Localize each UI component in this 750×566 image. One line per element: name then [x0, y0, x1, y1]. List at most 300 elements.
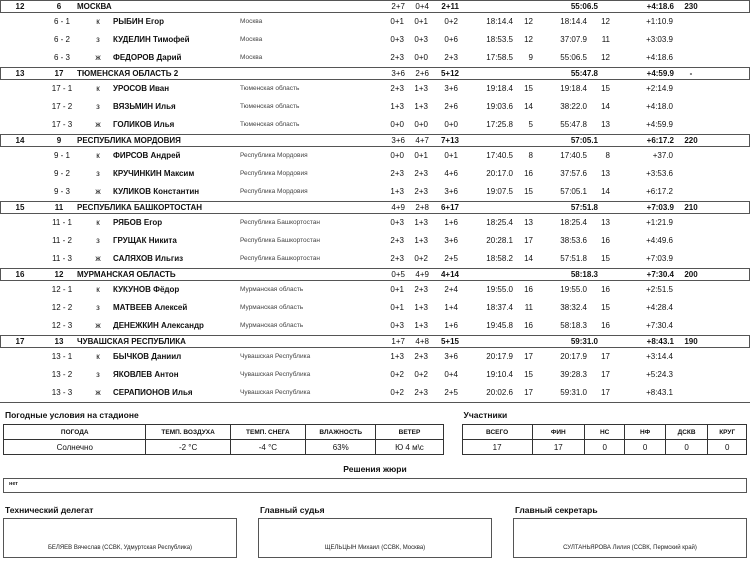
athlete-region: Мурманская область [240, 322, 304, 329]
athlete-shooting-total: 1+4 [444, 303, 458, 312]
team-shooting-prone: 1+7 [391, 337, 405, 346]
jury-decision-text: нет [9, 481, 19, 487]
athlete-region: Москва [240, 18, 263, 25]
athlete-shooting-prone: 0+1 [390, 303, 404, 312]
athlete-row [0, 317, 750, 335]
team-name: МОСКВА [77, 2, 112, 11]
team-name: ЧУВАШСКАЯ РЕСПУБЛИКА [77, 337, 186, 346]
athlete-shooting-total: 1+6 [444, 218, 458, 227]
weather-header-row [4, 425, 444, 440]
athlete-shooting-prone: 1+3 [390, 102, 404, 111]
athlete-shooting-standing: 1+3 [414, 236, 428, 245]
athlete-shooting-total: 3+6 [444, 352, 458, 361]
athlete-leg-time: 19:03.6 [486, 102, 513, 111]
athlete-bib-leg: 12 - 3 [51, 321, 73, 330]
athlete-cumulative-time: 38:53.6 [560, 236, 587, 245]
participants-col-finished: ФИН [532, 425, 584, 440]
athlete-shooting-standing: 0+0 [414, 53, 428, 62]
team-total-time: 55:47.8 [570, 69, 598, 78]
athlete-leg-rank: 5 [528, 120, 533, 129]
athlete-leg-rank: 8 [528, 151, 533, 160]
athlete-time-behind: +3:14.4 [646, 352, 673, 361]
team-shooting-prone: 3+6 [391, 136, 405, 145]
athlete-bib-leg: 17 - 2 [51, 102, 73, 111]
athlete-cumulative-time: 59:31.0 [560, 388, 587, 397]
athlete-region: Республика Мордовия [240, 152, 308, 159]
athlete-shooting-prone: 0+3 [390, 35, 404, 44]
athlete-leg-color: к [96, 84, 100, 93]
jury-title: Решения жюри [343, 464, 407, 474]
official-signature-box [258, 518, 492, 558]
athlete-leg-color: к [96, 151, 100, 160]
athlete-leg-time: 17:40.5 [486, 151, 513, 160]
athlete-name: БЫЧКОВ Даниил [113, 352, 182, 361]
team-time-behind: +7:30.4 [646, 270, 674, 279]
team-block [0, 335, 750, 402]
athlete-name: КУКУНОВ Фёдор [113, 285, 180, 294]
athlete-time-behind: +2:51.5 [646, 285, 673, 294]
participants-header-row [462, 425, 746, 440]
athlete-leg-time: 18:58.2 [486, 254, 513, 263]
athlete-cumulative-rank: 13 [601, 169, 610, 178]
athlete-leg-rank: 11 [524, 303, 533, 312]
athlete-bib-leg: 6 - 3 [53, 53, 70, 62]
athlete-leg-rank: 16 [524, 169, 533, 178]
athlete-leg-color: ж [95, 187, 101, 196]
athlete-shooting-prone: 0+0 [390, 120, 404, 129]
official-role-label: Главный судья [260, 505, 325, 515]
team-shooting-total: 7+13 [440, 136, 459, 145]
athlete-time-behind: +4:18.0 [646, 102, 673, 111]
athlete-time-behind: +3:03.9 [646, 35, 673, 44]
athlete-name: МАТВЕЕВ Алексей [113, 303, 188, 312]
athlete-name: РЫБИН Егор [113, 17, 165, 26]
athlete-cumulative-rank: 15 [601, 303, 610, 312]
weather-title: Погодные условия на стадионе [5, 410, 139, 420]
athlete-cumulative-rank: 12 [601, 53, 610, 62]
athlete-bib-leg: 9 - 2 [53, 169, 70, 178]
athlete-shooting-total: 3+6 [444, 187, 458, 196]
athlete-cumulative-time: 38:22.0 [560, 102, 587, 111]
athlete-leg-time: 19:55.0 [486, 285, 513, 294]
team-bib: 6 [56, 2, 62, 11]
team-name: МУРМАНСКАЯ ОБЛАСТЬ [77, 270, 176, 279]
athlete-bib-leg: 11 - 2 [52, 236, 72, 245]
participants-value-finished: 17 [532, 440, 584, 455]
athlete-leg-rank: 14 [524, 254, 533, 263]
team-rank: 12 [15, 2, 25, 11]
athlete-cumulative-time: 20:17.9 [560, 352, 587, 361]
athlete-shooting-standing: 1+3 [414, 218, 428, 227]
athlete-cumulative-time: 39:28.3 [560, 370, 587, 379]
team-block [0, 201, 750, 268]
athlete-cumulative-time: 37:57.6 [560, 169, 587, 178]
athlete-cumulative-time: 57:51.8 [560, 254, 587, 263]
athlete-name: СЕРАПИОНОВ Илья [113, 388, 193, 397]
athlete-shooting-standing: 0+2 [414, 370, 428, 379]
team-header-row [0, 201, 750, 214]
team-rank: 14 [15, 136, 25, 145]
team-shooting-standing: 4+9 [415, 270, 429, 279]
athlete-shooting-standing: 2+3 [414, 169, 428, 178]
athlete-name: КРУЧИНКИН Максим [113, 169, 195, 178]
athlete-leg-rank: 15 [524, 84, 533, 93]
athlete-rows [0, 13, 750, 67]
participants-value-ns: 0 [584, 440, 624, 455]
athlete-region: Республика Мордовия [240, 170, 308, 177]
team-time-behind: +4:18.6 [646, 2, 674, 11]
athlete-shooting-prone: 2+3 [390, 169, 404, 178]
athlete-cumulative-rank: 16 [601, 321, 610, 330]
athlete-shooting-total: 2+5 [444, 388, 458, 397]
athlete-leg-rank: 12 [524, 35, 533, 44]
officials-section [0, 505, 750, 558]
team-name: РЕСПУБЛИКА БАШКОРТОСТАН [77, 203, 202, 212]
athlete-cumulative-rank: 14 [601, 102, 610, 111]
athlete-shooting-standing: 2+3 [414, 285, 428, 294]
team-block [0, 268, 750, 335]
athlete-shooting-total: 0+0 [444, 120, 458, 129]
athlete-shooting-prone: 2+3 [390, 254, 404, 263]
athlete-leg-color: з [96, 35, 100, 44]
athlete-leg-rank: 12 [524, 17, 533, 26]
athlete-region: Москва [240, 54, 263, 61]
athlete-rows [0, 348, 750, 402]
weather-col-air-temp: ТЕМП. ВОЗДУХА [146, 425, 230, 440]
weather-value-snow-temp: -4 °C [230, 440, 305, 455]
athlete-shooting-standing: 1+3 [414, 303, 428, 312]
athlete-shooting-prone: 0+3 [390, 218, 404, 227]
athlete-leg-color: к [96, 285, 100, 294]
athlete-cumulative-rank: 17 [601, 388, 610, 397]
athlete-shooting-total: 0+2 [444, 17, 458, 26]
athlete-time-behind: +2:14.9 [646, 84, 673, 93]
athlete-row [0, 214, 750, 232]
official-name: БЕЛЯЕВ Вячеслав (ССВК, Удмуртская Республика) [47, 545, 193, 551]
team-shooting-prone: 4+9 [391, 203, 405, 212]
athlete-row [0, 49, 750, 67]
weather-group [3, 410, 444, 455]
athlete-row [0, 366, 750, 384]
athlete-shooting-prone: 2+3 [390, 84, 404, 93]
participants-value-dskv: 0 [665, 440, 708, 455]
athlete-region: Республика Мордовия [240, 188, 308, 195]
athlete-region: Тюменская область [240, 85, 300, 92]
athlete-leg-color: ж [95, 388, 101, 397]
athlete-shooting-total: 1+6 [444, 321, 458, 330]
weather-value-row [4, 440, 444, 455]
athlete-region: Мурманская область [240, 304, 304, 311]
athlete-name: КУЛИКОВ Константин [113, 187, 200, 196]
athlete-region: Москва [240, 36, 263, 43]
athlete-shooting-total: 0+6 [444, 35, 458, 44]
conditions-section [0, 410, 750, 455]
team-header-row [0, 335, 750, 348]
team-time-behind: +7:03.9 [646, 203, 674, 212]
athlete-shooting-total: 0+1 [444, 151, 458, 160]
weather-value-wind: Ю 4 м\с [376, 440, 443, 455]
athlete-rows [0, 281, 750, 335]
official-name: ЩЕЛЬЦЫН Михаил (ССВК, Москва) [324, 545, 426, 551]
athlete-leg-color: ж [95, 254, 101, 263]
team-shooting-total: 4+14 [440, 270, 459, 279]
athlete-shooting-prone: 1+3 [390, 352, 404, 361]
athlete-shooting-total: 3+6 [444, 236, 458, 245]
athlete-cumulative-time: 18:14.4 [560, 17, 587, 26]
team-header-row [0, 0, 750, 13]
athlete-leg-rank: 17 [524, 388, 533, 397]
team-time-behind: +4:59.9 [646, 69, 674, 78]
athlete-leg-color: к [96, 17, 100, 26]
team-shooting-total: 2+11 [441, 2, 459, 11]
athlete-region: Мурманская область [240, 286, 304, 293]
athlete-shooting-standing: 2+3 [414, 388, 428, 397]
participants-table [462, 424, 747, 455]
athlete-leg-rank: 13 [524, 218, 533, 227]
athlete-leg-time: 20:17.9 [486, 352, 513, 361]
athlete-row [0, 384, 750, 402]
team-points: 210 [684, 203, 698, 212]
athlete-shooting-total: 4+6 [444, 169, 458, 178]
athlete-cumulative-time: 18:25.4 [560, 218, 587, 227]
athlete-leg-time: 17:25.8 [486, 120, 513, 129]
official-chief-secretary [513, 505, 747, 558]
jury-section [0, 464, 750, 493]
official-technical-delegate [3, 505, 237, 558]
athlete-shooting-standing: 1+3 [414, 102, 428, 111]
athlete-region: Тюменская область [240, 103, 300, 110]
participants-col-nf: НФ [625, 425, 665, 440]
participants-col-total: ВСЕГО [462, 425, 532, 440]
athlete-cumulative-rank: 16 [601, 285, 610, 294]
athlete-cumulative-rank: 14 [601, 187, 610, 196]
athlete-shooting-standing: 2+3 [414, 187, 428, 196]
athlete-row [0, 183, 750, 201]
athlete-cumulative-rank: 15 [601, 254, 610, 263]
athlete-shooting-total: 0+4 [444, 370, 458, 379]
athlete-cumulative-rank: 11 [601, 35, 610, 44]
team-shooting-standing: 2+6 [415, 69, 429, 78]
team-shooting-total: 5+15 [440, 337, 459, 346]
athlete-name: ГОЛИКОВ Илья [113, 120, 175, 129]
weather-value-weather: Солнечно [4, 440, 146, 455]
official-name: СУЛТАНЬЯРОВА Лилия (ССВК, Пермский край) [563, 545, 697, 551]
athlete-shooting-prone: 0+3 [390, 321, 404, 330]
team-points: 200 [684, 270, 698, 279]
team-block [0, 0, 750, 67]
team-total-time: 58:18.3 [570, 270, 598, 279]
athlete-leg-time: 18:14.4 [486, 17, 513, 26]
athlete-shooting-standing: 0+2 [414, 254, 428, 263]
athlete-name: ФИРСОВ Андрей [113, 151, 181, 160]
team-shooting-total: 6+17 [440, 203, 459, 212]
athlete-shooting-total: 2+5 [444, 254, 458, 263]
athlete-time-behind: +37.0 [652, 151, 673, 160]
team-name: РЕСПУБЛИКА МОРДОВИЯ [77, 136, 181, 145]
athlete-shooting-standing: 0+0 [414, 120, 428, 129]
athlete-leg-color: з [96, 370, 100, 379]
participants-col-ns: НС [584, 425, 624, 440]
athlete-leg-color: к [96, 352, 100, 361]
team-shooting-standing: 0+4 [415, 2, 429, 11]
athlete-bib-leg: 11 - 3 [52, 254, 72, 263]
athlete-time-behind: +5:24.3 [646, 370, 673, 379]
participants-value-lapped: 0 [708, 440, 747, 455]
athlete-region: Республика Башкортостан [240, 237, 320, 244]
athlete-region: Республика Башкортостан [240, 219, 320, 226]
participants-group [462, 410, 747, 455]
official-role-label: Технический делегат [5, 505, 94, 515]
athlete-name: ВЯЗЬМИН Илья [113, 102, 176, 111]
athlete-row [0, 147, 750, 165]
athlete-time-behind: +3:53.6 [646, 169, 673, 178]
athlete-leg-time: 17:58.5 [486, 53, 513, 62]
athlete-time-behind: +1:21.9 [646, 218, 673, 227]
athlete-row [0, 80, 750, 98]
team-block [0, 67, 750, 134]
athlete-row [0, 348, 750, 366]
athlete-shooting-standing: 1+3 [414, 84, 428, 93]
athlete-shooting-prone: 0+2 [390, 388, 404, 397]
athlete-time-behind: +1:10.9 [646, 17, 673, 26]
participants-title: Участники [463, 410, 508, 420]
athlete-cumulative-time: 17:40.5 [560, 151, 587, 160]
team-points: 230 [684, 2, 698, 11]
athlete-region: Тюменская область [240, 121, 300, 128]
athlete-leg-time: 19:45.8 [486, 321, 513, 330]
team-block [0, 134, 750, 201]
team-bib: 11 [54, 203, 64, 212]
team-shooting-prone: 3+6 [391, 69, 405, 78]
athlete-bib-leg: 13 - 3 [51, 388, 73, 397]
team-bib: 12 [54, 270, 64, 279]
weather-value-humidity: 63% [306, 440, 376, 455]
athlete-bib-leg: 12 - 1 [51, 285, 73, 294]
official-role-label: Главный секретарь [515, 505, 598, 515]
athlete-leg-color: ж [95, 53, 101, 62]
athlete-leg-rank: 15 [524, 187, 533, 196]
athlete-bib-leg: 17 - 3 [51, 120, 73, 129]
team-rank: 16 [15, 270, 25, 279]
athlete-leg-color: з [96, 303, 100, 312]
athlete-cumulative-rank: 8 [605, 151, 610, 160]
team-points: 190 [684, 337, 698, 346]
athlete-bib-leg: 17 - 1 [51, 84, 73, 93]
athlete-time-behind: +7:03.9 [646, 254, 673, 263]
athlete-leg-color: ж [95, 321, 101, 330]
athlete-cumulative-time: 38:32.4 [560, 303, 587, 312]
athlete-bib-leg: 9 - 3 [53, 187, 70, 196]
team-rank: 17 [15, 337, 25, 346]
athlete-cumulative-time: 57:05.1 [560, 187, 587, 196]
team-rank: 15 [15, 203, 25, 212]
athlete-cumulative-time: 55:47.8 [560, 120, 587, 129]
athlete-leg-time: 20:02.6 [486, 388, 513, 397]
weather-col-snow-temp: ТЕМП. СНЕГА [230, 425, 305, 440]
athlete-row [0, 31, 750, 49]
athlete-cumulative-rank: 13 [601, 120, 610, 129]
athlete-leg-rank: 16 [524, 321, 533, 330]
athlete-shooting-prone: 0+1 [390, 17, 404, 26]
weather-col-weather: ПОГОДА [4, 425, 146, 440]
athlete-name: ФЕДОРОВ Дарий [113, 53, 182, 62]
weather-value-air-temp: -2 °C [146, 440, 230, 455]
athlete-shooting-total: 3+6 [444, 84, 458, 93]
athlete-leg-time: 20:17.0 [486, 169, 513, 178]
athlete-cumulative-rank: 12 [601, 17, 610, 26]
athlete-cumulative-time: 58:18.3 [560, 321, 587, 330]
athlete-leg-color: з [96, 236, 100, 245]
athlete-time-behind: +8:43.1 [646, 388, 673, 397]
athlete-bib-leg: 13 - 1 [51, 352, 73, 361]
athlete-row [0, 13, 750, 31]
athlete-time-behind: +6:17.2 [646, 187, 673, 196]
athlete-time-behind: +4:59.9 [646, 120, 673, 129]
athlete-region: Чувашская Республика [240, 389, 311, 396]
athlete-row [0, 281, 750, 299]
team-total-time: 57:51.8 [570, 203, 598, 212]
athlete-shooting-standing: 2+3 [414, 352, 428, 361]
athlete-rows [0, 214, 750, 268]
athlete-time-behind: +4:18.6 [646, 53, 673, 62]
athlete-cumulative-rank: 16 [601, 236, 610, 245]
athlete-rows [0, 80, 750, 134]
athlete-bib-leg: 11 - 1 [52, 218, 72, 227]
weather-col-wind: ВЕТЕР [376, 425, 443, 440]
team-name: ТЮМЕНСКАЯ ОБЛАСТЬ 2 [77, 69, 179, 78]
athlete-shooting-standing: 0+1 [414, 17, 428, 26]
athlete-bib-leg: 6 - 2 [53, 35, 70, 44]
official-signature-box [513, 518, 747, 558]
team-total-time: 57:05.1 [570, 136, 598, 145]
athlete-shooting-prone: 2+3 [390, 236, 404, 245]
athlete-region: Чувашская Республика [240, 371, 311, 378]
team-points: 220 [684, 136, 698, 145]
athlete-leg-color: ж [95, 120, 101, 129]
team-rank: 13 [15, 69, 25, 78]
athlete-shooting-prone: 0+1 [390, 285, 404, 294]
athlete-name: ГРУЩАК Никита [113, 236, 177, 245]
official-chief-judge [258, 505, 492, 558]
team-shooting-standing: 2+8 [415, 203, 429, 212]
athlete-row [0, 299, 750, 317]
athlete-shooting-prone: 2+3 [390, 53, 404, 62]
athlete-leg-time: 19:18.4 [486, 84, 513, 93]
athlete-shooting-total: 2+4 [444, 285, 458, 294]
athlete-leg-rank: 16 [524, 285, 533, 294]
athlete-bib-leg: 12 - 2 [51, 303, 73, 312]
athlete-cumulative-time: 37:07.9 [560, 35, 587, 44]
athlete-name: РЯБОВ Егор [113, 218, 163, 227]
official-signature-box [3, 518, 237, 558]
athlete-leg-time: 19:07.5 [486, 187, 513, 196]
athlete-leg-time: 18:37.4 [486, 303, 513, 312]
athlete-time-behind: +7:30.4 [646, 321, 673, 330]
team-time-behind: +6:17.2 [646, 136, 674, 145]
athlete-row [0, 98, 750, 116]
athlete-leg-rank: 17 [524, 236, 533, 245]
athlete-shooting-total: 2+3 [444, 53, 458, 62]
team-shooting-total: 5+12 [440, 69, 459, 78]
athlete-row [0, 165, 750, 183]
athlete-name: ЯКОВЛЕВ Антон [113, 370, 179, 379]
team-shooting-prone: 0+5 [391, 270, 405, 279]
weather-table [3, 424, 444, 455]
team-shooting-standing: 4+8 [415, 337, 429, 346]
athlete-leg-rank: 17 [524, 352, 533, 361]
athlete-time-behind: +4:28.4 [646, 303, 673, 312]
athlete-cumulative-rank: 17 [601, 352, 610, 361]
